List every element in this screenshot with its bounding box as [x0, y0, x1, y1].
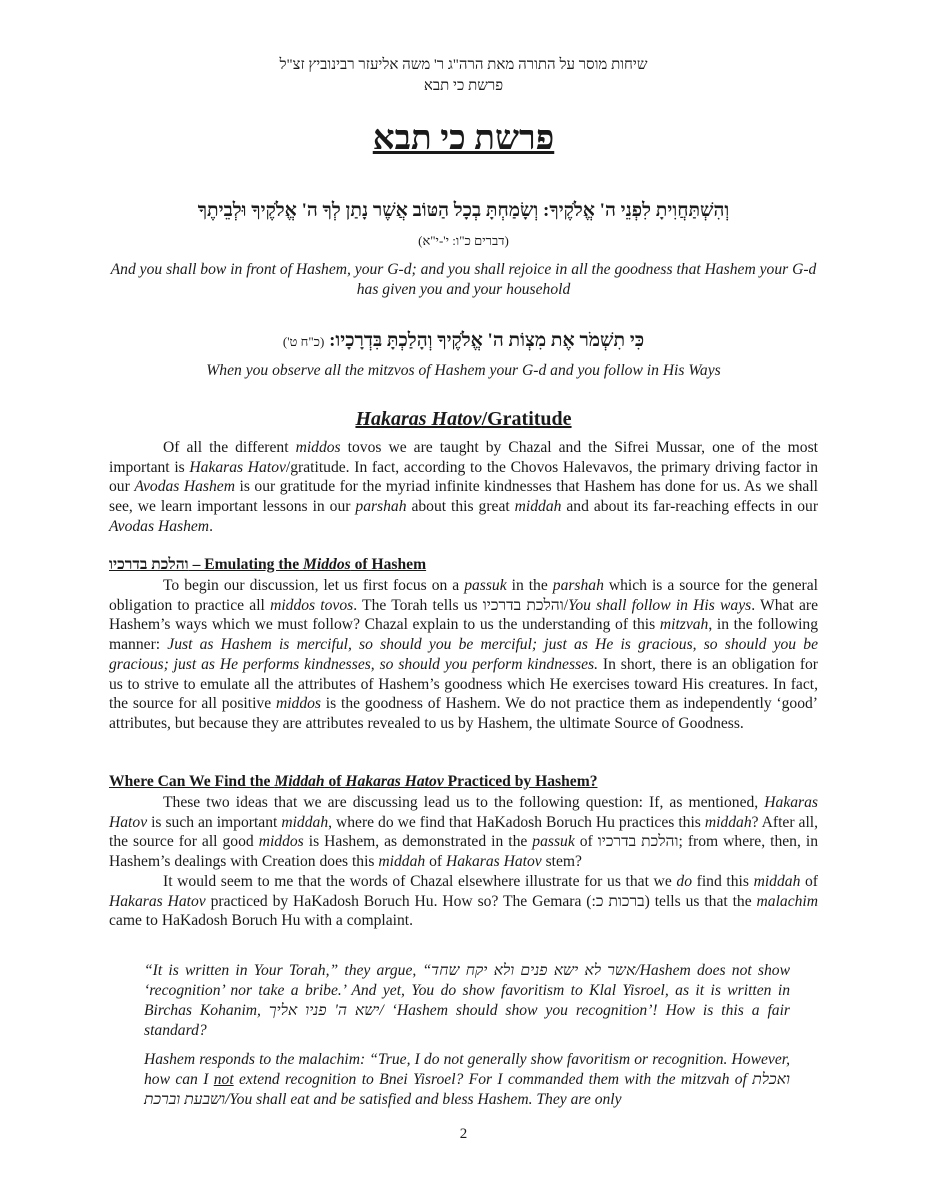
verse2: [0, 330, 927, 352]
page-title: פרשת כי תבא: [372, 120, 555, 157]
subheading-emulating: והלכת בדרכיו – Emulating the Middos of Hashem: [109, 556, 427, 573]
verse1-hebrew: וְהִשְׁתַּחֲוִיתָ לִפְנֵי ה' אֱלֹקֶיךָ: וְשָׂמַחְתָּ בְכָל הַטּוֹב אֲשֶׁר נָתַן לְךָ ה' אֱלֹקֶיךָ וּלְבֵיתֶךָ: [197, 200, 730, 221]
emulating-paragraph: To begin our discussion, let us first focus on a passuk in the parshah which is a source for the general obligation to practice all middos tovos. The Torah tells us והלכת בדרכיו/You shall follow in His ways. What are Hashem’s ways which we must follow? Chazal explain to us the understanding of this mitzvah, in the following manner: Just as Hashem is merciful, so should you be merciful; just as He is gracious, so should you be gracious; just as He performs kindnesses, so should you perform kindnesses. In short, there is an obligation for us to strive to emulate all the attributes of Hashem’s goodness which He exercises toward His creatures. In fact, the source for all positive middos is the goodness of Hashem. We do not practice them as independently ‘good’ attributes, but because they are attributes revealed to us by Hashem, the ultimate Source of Goodness.: [109, 577, 819, 732]
block-quote-2: Hashem responds to the malachim: “True, I do not generally show favoritism or recognition. However, how can I not extend recognition to Bnei Yisroel? For I commanded them with the mitzvah of ואכלת ושבעת וברכת/You shall eat and be satisfied and bless Hashem. They are only: [144, 1051, 790, 1108]
running-header-line2: פרשת כי תבא: [423, 78, 504, 94]
where-paragraph: These two ideas that we are discussing lead us to the following question: If, as mentioned, Hakaras Hatov is such an important middah, where do we find that HaKadosh Boruch Hu practices this middah? After all, the source for all good middos is Hashem, as demonstrated in the passuk of והלכת בדרכיו; from where, then, in Hashem’s dealings with Creation does this middah of Hakaras Hatov stem? It would seem to me that the words of Chazal elsewhere illustrate for us that we do find this middah of Hakaras Hatov practiced by HaKadosh Boruch Hu. How so? The Gemara (ברכות כ:) tells us that the malachim came to HaKadosh Boruch Hu with a complaint.: [109, 794, 819, 930]
running-header-line1: שיחות מוסר על התורה מאת הרה"ג ר' משה אליעזר רבינוביץ זצ"ל: [279, 57, 648, 73]
section-title-rest: /Gratitude: [481, 408, 572, 430]
subheading-hebrew: והלכת בדרכיו: [109, 556, 189, 573]
section-title: [0, 408, 927, 431]
verse2-citation: (כ"ח ט'): [282, 334, 325, 349]
verse1-citation: (דברים כ"ו: י'-י"א): [418, 233, 509, 248]
page-number: 2: [459, 1126, 468, 1142]
section-title-italic: Hakaras Hatov: [355, 408, 482, 430]
verse2-translation: When you observe all the mitzvos of Hashem your G-d and you follow in His Ways: [206, 362, 721, 379]
verse2-hebrew: כִּי תִשְׁמֹר אֶת מִצְוֹת ה' אֱלֹקֶיךָ וְהָלַכְתָּ בִּדְרָכָיו:: [329, 330, 645, 351]
subheading-where: Where Can We Find the Middah of Hakaras Hatov Practiced by Hashem?: [109, 773, 598, 790]
block-quote-1: “It is written in Your Torah,” they argue, “אשר לא ישא פנים ולא יקח שחד/Hashem does not show ‘recognition’ nor take a bribe.’ And yet, You do show favoritism to Klal Yisroel, as it is written in Birchas Kohanim, ישא ה' פניו אליך/ ‘Hashem should show you recognition’! How is this a fair standard?: [144, 962, 790, 1039]
intro-paragraph: Of all the different middos tovos we are taught by Chazal and the Sifrei Mussar, one of the most important is Hakaras Hatov/gratitude. In fact, according to the Chovos Halevavos, the primary driving factor in our Avodas Hashem is our gratitude for the myriad infinite kindnesses that Hashem has done for us. As we shall see, we learn important lessons in our parshah about this great middah and about its far-reaching effects in our Avodas Hashem.: [109, 439, 819, 535]
verse1-translation: And you shall bow in front of Hashem, your G-d; and you shall rejoice in all the goodness that Hashem your G-d has given you and your household: [110, 261, 817, 298]
